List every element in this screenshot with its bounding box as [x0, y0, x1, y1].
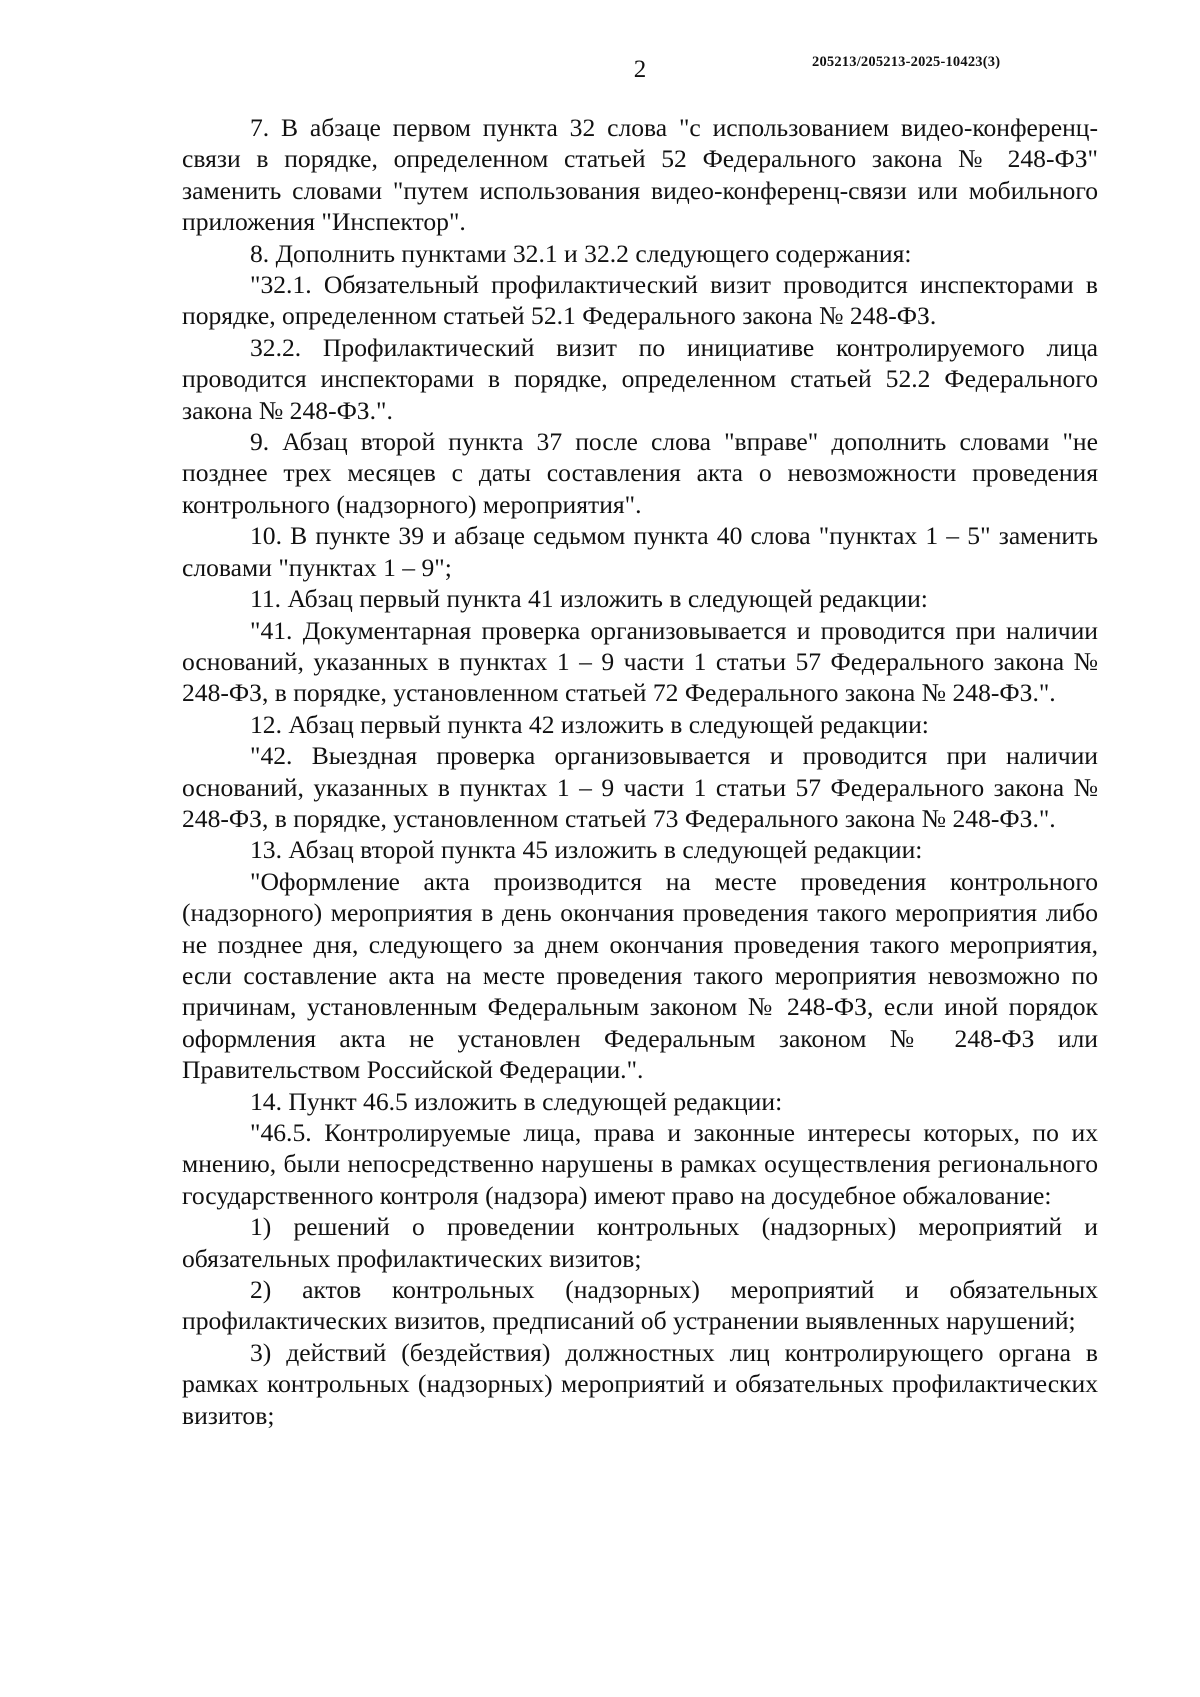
paragraph-item-8: 8. Дополнить пунктами 32.1 и 32.2 следующего содержания:	[250, 238, 912, 268]
paragraph-item-9: 9. Абзац второй пункта 37 после слова "вправе" дополнить словами "не позднее трех месяцев с даты составления акта о невозможности проведения контрольного (надзорного) мероприятия".	[182, 427, 1098, 519]
quoted-paragraph-41: "41. Документарная проверка организовывается и проводится при наличии оснований, указанных в пунктах 1 – 9 части 1 статьи 57 Федерального закона № 248-ФЗ, в порядке, установленном статьей 72 Федерального закона № 248-ФЗ.".	[182, 615, 1098, 708]
quoted-paragraph-32-2: 32.2. Профилактический визит по инициативе контролируемого лица проводится инспекторами в порядке, определенном статьей 52.2 Федерального закона № 248-ФЗ.".	[182, 332, 1098, 425]
paragraph-item-10: 10. В пункте 39 и абзаце седьмом пункта 40 слова "пунктах 1 – 5" заменить словами "пунктах 1 – 9";	[182, 521, 1098, 582]
paragraph-item-13: 13. Абзац второй пункта 45 изложить в следующей редакции:	[250, 835, 923, 865]
paragraph-item-11: 11. Абзац первый пункта 41 изложить в следующей редакции:	[250, 584, 928, 614]
quoted-paragraph-42: "42. Выездная проверка организовывается и проводится при наличии оснований, указанных в пунктах 1 – 9 части 1 статьи 57 Федерального закона № 248-ФЗ, в порядке, установленном статьей 73 Федерального закона № 248-ФЗ.".	[182, 741, 1098, 833]
list-item-3: 3) действий (бездействия) должностных лиц контролирующего органа в рамках контрольных (надзорных) мероприятий и обязательных профилактических визитов;	[182, 1337, 1098, 1430]
paragraph-item-7: 7. В абзаце первом пункта 32 слова "с использованием видео-конференц-связи в порядке, определенном статьей 52 Федерального закона № 248-ФЗ" заменить словами "путем использования видео-конференц-связи или мобильного приложения "Инспектор".	[182, 113, 1098, 237]
quoted-paragraph-32-1: "32.1. Обязательный профилактический визит проводится инспекторами в порядке, определенном статьей 52.1 Федерального закона № 248-ФЗ.	[182, 270, 1098, 331]
quoted-paragraph-45: "Оформление акта производится на месте проведения контрольного (надзорного) мероприятия в день окончания проведения такого мероприятия либо не позднее дня, следующего за днем окончания проведения такого мероприятия, если составление акта на месте проведения такого мероприятия невозможно по причинам, установленным Федеральным законом № 248-ФЗ, если иной порядок оформления акта не установлен Федеральным законом № 248-ФЗ или Правительством Российской Федерации.".	[182, 866, 1098, 1085]
list-item-1: 1) решений о проведении контрольных (надзорных) мероприятий и обязательных профилактических визитов;	[182, 1212, 1098, 1273]
quoted-paragraph-46-5: "46.5. Контролируемые лица, права и законные интересы которых, по их мнению, были непосредственно нарушены в рамках осуществления регионального государственного контроля (надзора) имеют право на досудебное обжалование:	[182, 1118, 1098, 1210]
document-registration-number: 205213/205213-2025-10423(3)	[812, 54, 1001, 70]
list-item-2: 2) актов контрольных (надзорных) мероприятий и обязательных профилактических визитов, предписаний об устранении выявленных нарушений;	[182, 1275, 1098, 1336]
page-number: 2	[633, 56, 647, 83]
paragraph-item-12: 12. Абзац первый пункта 42 изложить в следующей редакции:	[250, 709, 929, 739]
paragraph-item-14: 14. Пункт 46.5 изложить в следующей редакции:	[250, 1086, 783, 1116]
document-body	[182, 112, 1098, 1431]
